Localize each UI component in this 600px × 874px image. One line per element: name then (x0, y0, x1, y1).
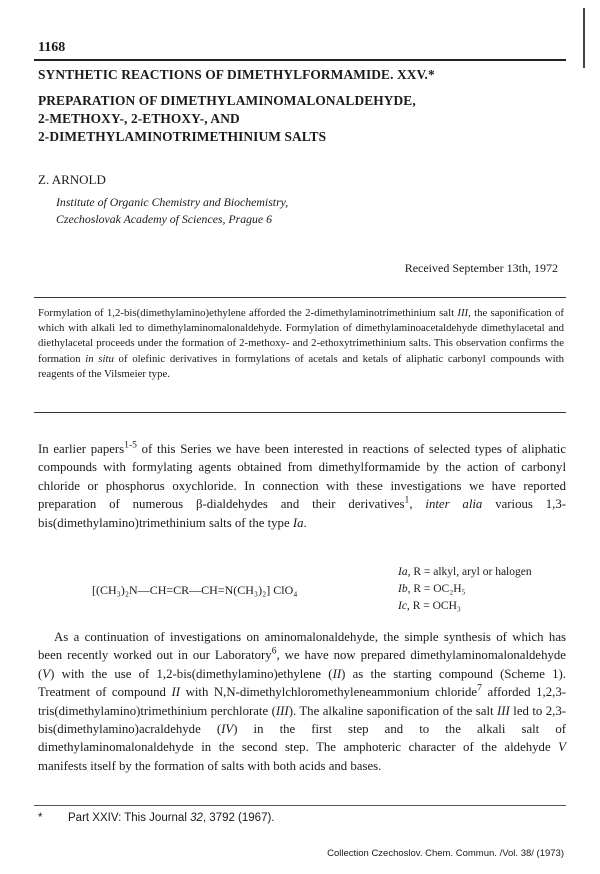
abstract-top-rule (34, 297, 566, 298)
header-rule (34, 59, 566, 61)
author-name: Z. ARNOLD (38, 172, 106, 187)
page-number: 1168 (38, 40, 66, 55)
article-title (38, 66, 558, 146)
formula-variants (398, 564, 532, 615)
title-line-1: SYNTHETIC REACTIONS OF DIMETHYLFORMAMIDE. XXV.* (38, 67, 435, 82)
abstract-bottom-rule (34, 412, 566, 413)
affiliation-line-2: Czechoslovak Academy of Sciences, Prague 6 (56, 211, 272, 226)
title-line-2: PREPARATION OF DIMETHYLAMINOMALONALDEHYDE, (38, 93, 416, 108)
paragraph-synthesis: As a continuation of investigations on aminomalonaldehyde, the simple synthesis of which has been recently worked out in our Laboratory$^6$, we have now prepared dimethylaminomalonaldehyde (V) with the use of 1,2-bis(dimethylamino)ethylene (II) as the starting compound (Scheme 1). Treatment of compound II with N,N-dimethylchloromethyleneammonium chloride$^7$ afforded 1,2,3-tris(dimethylamino)trimethinium perchlorate (III). The alkaline saponification of the salt III led to 2,3-bis(dimethylamino)acraldehyde (IV) in the first step and to the alkali salt of dimethylaminomalonaldehyde in the second step. The amphoteric character of the aldehyde V manifests itself by the formation of salts with both acids and bases. (38, 630, 566, 773)
variant-ib: Ib, R = OC₂H₅ (398, 583, 466, 595)
footnote: * Part XXIV: This Journal 32, 3792 (1967). (38, 812, 275, 824)
title-line-4: 2-DIMETHYLAMINOTRIMETHINIUM SALTS (38, 129, 327, 144)
paragraph-intro: In earlier papers$^{1-5}$ of this Series we have been interested in reactions of selected types of aliphatic compounds with formylating agents obtained from dimethylformamide by the action of carbonyl chloride or phosphorus oxychloride. In connection with these investigations we have reported preparation of numerous β-dialdehydes and their derivatives$^1$, inter alia various 1,3-bis(dimethylamino)trimethinium salts of the type Ia. (38, 439, 566, 530)
variant-ia: Ia, R = alkyl, aryl or halogen (398, 566, 532, 578)
received-date: Received September 13th, 1972 (404, 261, 558, 275)
footnote-rule (34, 805, 566, 806)
affiliation (56, 194, 288, 227)
structural-formula: [(CH₃)₂N—CH=CR—CH=N(CH₃)₂] ClO₄ (92, 583, 298, 597)
variant-ic: Ic, R = OCH₃ (398, 600, 461, 612)
page-edge-rule (583, 8, 585, 68)
abstract: Formylation of 1,2-bis(dimethylamino)ethylene afforded the 2-dimethylaminotrimethinium salt III, the saponification of which with alkali led to dimethylaminomalonaldehyde. Formylation of dimethylaminoacetaldehyde dimethylacetal and diethylacetal proceeds under the formation of 2-methoxy- and 2-ethoxytrimethinium salts. This observation confirms the formation in situ of olefinic derivatives in formylations of acetals and ketals of aliphatic carbonyl compounds with reagents of the Vilsmeier type. (38, 307, 564, 380)
affiliation-line-1: Institute of Organic Chemistry and Biochemistry, (56, 195, 289, 209)
running-footer: Collection Czechoslov. Chem. Commun. /Vol. 38/ (1973) (327, 848, 564, 859)
title-line-3: 2-METHOXY-, 2-ETHOXY-, AND (38, 111, 240, 126)
